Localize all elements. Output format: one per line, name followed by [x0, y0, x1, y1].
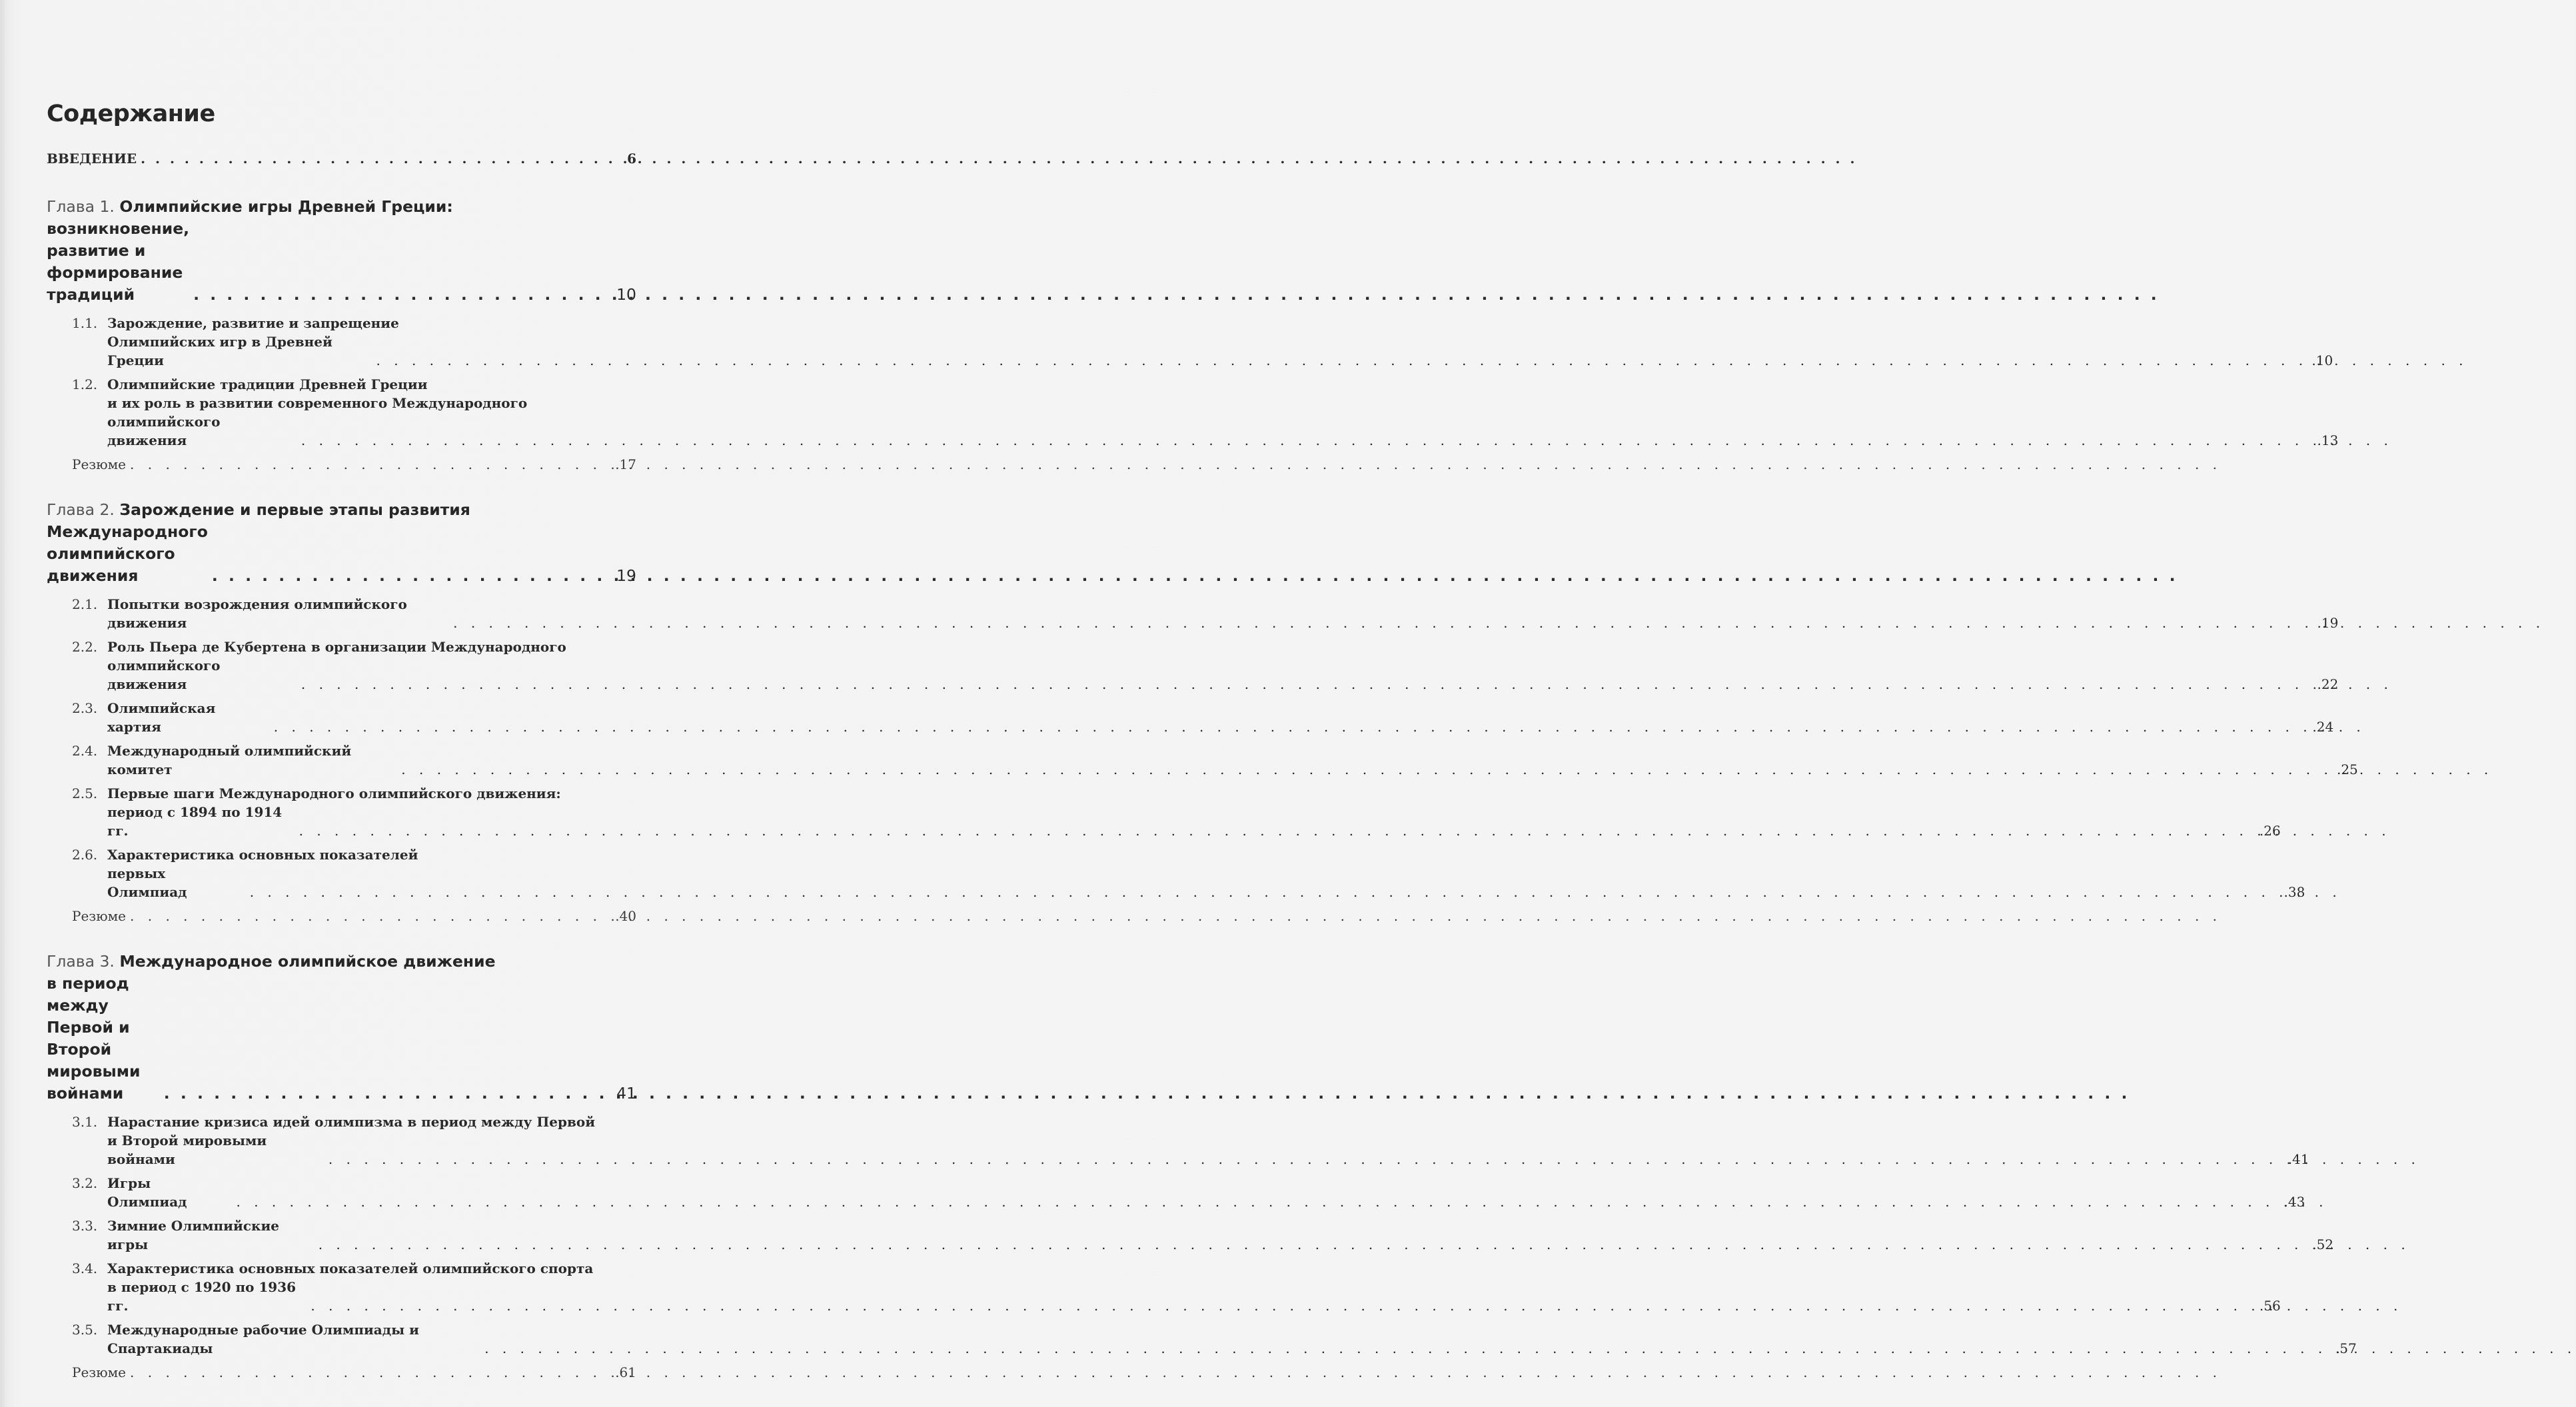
- toc-page-number: .61: [615, 1364, 636, 1380]
- section-title: Игры Олимпиад: [107, 1175, 187, 1210]
- section-body: [107, 375, 2338, 450]
- toc-page-number: .24: [2312, 719, 2334, 735]
- section-number: 3.2.: [72, 1175, 98, 1191]
- section-body: [107, 1113, 2309, 1169]
- toc-entry-resume[interactable]: [72, 1363, 636, 1382]
- resume-label: Резюме: [72, 456, 127, 472]
- section-title-row: [107, 332, 2333, 370]
- dot-leader: [480, 1339, 2334, 1358]
- dot-leader: [208, 565, 615, 587]
- dot-leader: [137, 149, 626, 168]
- toc-entry-section[interactable]: [72, 699, 2334, 736]
- section-number: 3.4.: [72, 1260, 98, 1276]
- chapter-title-line: [47, 951, 636, 973]
- section-number: 2.5.: [72, 785, 98, 801]
- resume-label: Резюме: [72, 908, 127, 924]
- section-title-line: Характеристика основных показателей: [107, 847, 418, 863]
- section-title-row: [107, 699, 2333, 736]
- dot-leader: [126, 1363, 614, 1382]
- chapter-title: Олимпийские игры Древней Греции:: [119, 197, 453, 216]
- section-number: 3.5.: [72, 1322, 98, 1338]
- section-body: [107, 638, 2338, 694]
- chapter-block: [47, 951, 2357, 1382]
- toc-entry-resume[interactable]: [72, 907, 636, 925]
- toc-page-number: .26: [2259, 823, 2281, 839]
- chapter-block: [47, 499, 2358, 925]
- section-number: 1.2.: [72, 376, 98, 392]
- section-body: [107, 741, 2358, 779]
- section-number: 1.1.: [72, 315, 98, 331]
- toc-entry-section[interactable]: [72, 595, 2339, 632]
- toc-entry-section[interactable]: [72, 314, 2333, 370]
- dot-leader: [126, 907, 614, 925]
- dot-leader: [307, 1296, 2258, 1315]
- section-title-row: [107, 595, 2338, 632]
- chapter-title: Международного олимпийского движения: [47, 522, 208, 585]
- section-title: период с 1894 по 1914 гг.: [107, 804, 283, 839]
- section-body: [107, 595, 2338, 632]
- chapter-title-row: [47, 218, 636, 306]
- dot-leader: [297, 431, 2316, 450]
- section-title: первых Олимпиад: [107, 865, 187, 900]
- chapters-list: [47, 196, 2358, 1382]
- section-body: [107, 699, 2333, 736]
- toc-entry-section[interactable]: [72, 638, 2339, 694]
- dot-leader: [449, 614, 2315, 632]
- dot-leader: [246, 883, 2283, 901]
- section-number: 2.4.: [72, 743, 98, 759]
- chapter-block: [47, 196, 2339, 474]
- dot-leader: [233, 1192, 2283, 1211]
- section-title-row: [107, 1131, 2309, 1169]
- toc-page-number: .38: [2283, 884, 2305, 900]
- section-number: 2.3.: [72, 700, 98, 716]
- section-number: 2.1.: [72, 596, 98, 612]
- toc-page-number: 6: [627, 151, 636, 167]
- section-title-row: [107, 1174, 2305, 1211]
- section-body: [107, 784, 2281, 840]
- dot-leader: [189, 284, 615, 306]
- chapter-title: возникновение, развитие и формирование традиций: [47, 219, 190, 304]
- section-title: Зимние Олимпийские игры: [107, 1218, 280, 1252]
- dot-leader: [324, 1150, 2287, 1169]
- section-title: олимпийского движения: [107, 658, 221, 692]
- section-title: и Второй мировыми войнами: [107, 1133, 267, 1167]
- dot-leader: [295, 821, 2258, 840]
- toc-page-number: .19: [2317, 615, 2339, 631]
- section-number: 2.6.: [72, 847, 98, 863]
- chapter-title: в период между Первой и Второй мировыми войнами: [47, 974, 141, 1103]
- chapter-number: Глава 3.: [47, 952, 115, 971]
- toc-page-number: .22: [2317, 676, 2339, 692]
- chapter-heading[interactable]: [47, 196, 636, 306]
- toc-entry-section[interactable]: [72, 784, 2281, 840]
- chapter-title-row: [47, 973, 636, 1105]
- section-title: Международный олимпийский комитет: [107, 743, 352, 777]
- toc-entry-section[interactable]: [72, 1320, 2357, 1358]
- chapter-number: Глава 2.: [47, 500, 115, 519]
- section-title: Международные рабочие Олимпиады и Спартакиады: [107, 1322, 419, 1356]
- toc-entry-resume[interactable]: [72, 455, 636, 474]
- toc-page-number: .43: [2283, 1194, 2305, 1210]
- section-title-row: [107, 803, 2281, 840]
- section-number: 3.3.: [72, 1218, 98, 1234]
- section-title-row: [107, 864, 2305, 901]
- dot-leader: [397, 760, 2335, 779]
- section-number: 3.1.: [72, 1114, 98, 1130]
- dot-leader: [297, 675, 2316, 694]
- toc-entry-section[interactable]: [72, 741, 2358, 779]
- toc-page-number: .25: [2336, 761, 2358, 777]
- section-title-line: Характеристика основных показателей олимпийского спорта: [107, 1260, 594, 1276]
- chapter-title: Международное олимпийское движение: [119, 952, 496, 971]
- section-title-line: Первые шаги Международного олимпийского движения:: [107, 785, 561, 801]
- dot-leader: [372, 351, 2311, 370]
- toc-entry-section[interactable]: [72, 1259, 2281, 1315]
- section-title: Попытки возрождения олимпийского движения: [107, 596, 407, 631]
- chapter-title-line: [47, 196, 636, 218]
- chapter-title: Зарождение и первые этапы развития: [119, 500, 470, 519]
- section-body: [107, 1216, 2333, 1254]
- section-title: олимпийского движения: [107, 414, 221, 448]
- chapter-title-row: [47, 521, 636, 587]
- toc-entry-section[interactable]: [72, 1216, 2334, 1254]
- section-title-row: [107, 1320, 2357, 1358]
- toc-page-number: .13: [2317, 432, 2339, 448]
- toc-page-number: .10: [2311, 352, 2333, 368]
- section-title: Олимпийская хартия: [107, 700, 216, 735]
- toc-page-number: .17: [615, 456, 636, 472]
- toc-page-number: .40: [615, 908, 636, 924]
- toc-entry-section[interactable]: [72, 1113, 2309, 1169]
- dot-leader: [160, 1083, 615, 1105]
- toc-entry-intro[interactable]: [47, 149, 636, 168]
- section-title-line: Роль Пьера де Кубертена в организации Международного: [107, 639, 566, 655]
- section-title-row: [107, 656, 2338, 694]
- section-body: [107, 845, 2305, 901]
- section-title-line: Зарождение, развитие и запрещение: [107, 315, 399, 331]
- section-title-line: Нарастание кризиса идей олимпизма в период между Первой: [107, 1114, 596, 1130]
- toc-page-number: .57: [2335, 1340, 2357, 1356]
- section-title-row: [107, 412, 2338, 450]
- resume-label: Резюме: [72, 1364, 127, 1380]
- chapter-heading[interactable]: [47, 951, 636, 1105]
- chapter-title-line: [47, 499, 636, 521]
- section-title-line: и их роль в развитии современного Международного: [107, 395, 528, 411]
- toc-page-number: .52: [2312, 1236, 2334, 1252]
- dot-leader: [126, 455, 614, 474]
- section-body: [107, 314, 2333, 370]
- toc-entry-section[interactable]: [72, 375, 2339, 450]
- section-number: 2.2.: [72, 639, 98, 655]
- toc-entry-label: ВВЕДЕНИЕ: [47, 151, 137, 167]
- toc-page-number: .41: [2287, 1151, 2309, 1167]
- chapter-heading[interactable]: [47, 499, 636, 587]
- section-title: Олимпийских игр в Древней Греции: [107, 334, 332, 368]
- chapter-number: Глава 1.: [47, 197, 115, 216]
- toc-entry-section[interactable]: [72, 845, 2305, 901]
- dot-leader: [270, 717, 2311, 736]
- section-body: [107, 1320, 2357, 1358]
- toc-page-number: 41: [616, 1084, 636, 1103]
- section-body: [107, 1259, 2281, 1315]
- section-title-row: [107, 741, 2358, 779]
- section-title-line: Олимпийские традиции Древней Греции: [107, 376, 428, 392]
- section-title-row: [107, 1216, 2333, 1254]
- table-of-contents: [47, 99, 2358, 1407]
- dot-leader: [315, 1235, 2311, 1254]
- toc-entry-section[interactable]: [72, 1174, 2305, 1211]
- section-title: в период с 1920 по 1936 гг.: [107, 1279, 297, 1314]
- page-title: Содержание: [47, 101, 215, 127]
- toc-page-number: 19: [616, 566, 636, 585]
- toc-page-number: 10: [616, 285, 636, 304]
- section-title-row: [107, 1278, 2281, 1315]
- toc-page-number: .56: [2259, 1298, 2281, 1314]
- section-body: [107, 1174, 2305, 1211]
